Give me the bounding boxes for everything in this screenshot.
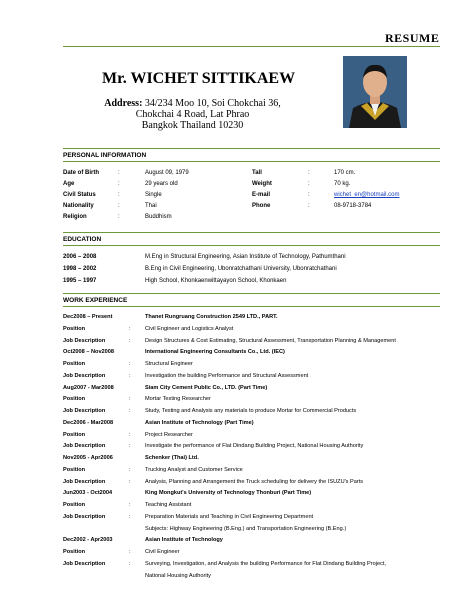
weight-label: Weight [252, 181, 272, 187]
work-row-label: Position [63, 549, 86, 555]
age-label: Age [63, 181, 75, 187]
religion-value: Buddhism [145, 214, 172, 220]
address-line-1: 34/234 Moo 10, Soi Chokchai 36, [144, 98, 281, 109]
work-top-rule [63, 293, 440, 294]
employer-name: Thanet Rungruang Construction 2549 LTD., PART. [145, 314, 278, 320]
work-row-value: Investigate the performance of Flat Dindang Building Project, National Housing Authority [145, 443, 364, 450]
portrait-image [343, 56, 407, 128]
work-row-label: Jun2003 - Oct2004 [63, 490, 113, 497]
nationality-label: Nationality [63, 203, 94, 209]
education-years: 2006 – 2008 [63, 254, 97, 260]
age-value: 29 years old [145, 181, 178, 187]
nationality-value: Thai [145, 203, 157, 209]
work-row-label: Dec2006 - Mar2008 [63, 419, 114, 426]
personal-bottom-rule [63, 161, 440, 162]
applicant-name: Mr. WICHET SITTIKAEW [102, 70, 296, 87]
work-row-label: Aug2007 - Mar2008 [63, 384, 114, 391]
work-bottom-rule [63, 306, 440, 307]
education-top-rule [63, 232, 440, 233]
dob-label: Date of Birth [63, 170, 99, 176]
work-row-label: Job Description [63, 408, 106, 414]
education-detail: High School, Khonkaenwittayayon School, Khonkaen [145, 278, 287, 284]
work-row-value: Project Researcher [145, 431, 193, 438]
address-label: Address: [104, 98, 143, 109]
header-rule [63, 46, 440, 47]
work-row-label: Oct2008 – Nov2008 [63, 349, 114, 356]
employer-name: Schenker (Thai) Ltd. [145, 455, 199, 461]
employer-name: Asian Institute of Technology [145, 537, 223, 544]
education-years: 1995 – 1997 [63, 278, 97, 284]
address-line-2: Chokchai 4 Road, Lat Phrao [135, 109, 250, 120]
work-row-value: Teaching Assistant [145, 502, 192, 508]
tall-label: Tall [252, 170, 262, 176]
email-link[interactable]: wichet_en@hotmail.com [334, 192, 400, 198]
work-row-value: Preparation Materials and Teaching in Civil Engineering Department [145, 513, 314, 520]
work-row-label: Dec2008 – Present [63, 314, 113, 320]
work-row-value: Analysis, Planning and Arrangement the Truck scheduling for delivery the ISUZU's Parts [145, 478, 364, 485]
work-section-title: WORK EXPERIENCE [63, 297, 128, 304]
personal-section-title: PERSONAL INFORMATION [63, 152, 147, 159]
employer-name: Siam City Cement Public Co., LTD. (Part Time) [145, 384, 268, 391]
work-row-label: Position [63, 466, 86, 473]
work-row-value: Civil Engineer [145, 549, 180, 555]
work-row-value: Trucking Analyst and Customer Service [145, 466, 243, 473]
profile-photo [343, 56, 407, 128]
employer-name: Asian Institute of Technology (Part Time) [145, 419, 254, 426]
phone-label: Phone [252, 203, 271, 209]
civil-status-label: Civil Status [63, 192, 96, 198]
education-years: 1998 – 2002 [63, 266, 97, 272]
religion-label: Religion [63, 214, 87, 220]
education-detail: M.Eng in Structural Engineering, Asian Institute of Technology, Pathumthani [145, 254, 346, 260]
address-line-3: Bangkok Thailand 10230 [141, 120, 244, 131]
work-row-label: Position [63, 325, 86, 332]
work-row-label: Job Description [63, 478, 106, 485]
resume-heading: RESUME [385, 31, 440, 45]
dob-value: August 09, 1979 [145, 170, 189, 176]
work-row-label: Position [63, 502, 86, 508]
work-row-label: Position [63, 361, 86, 367]
work-row-label: Job Description [63, 337, 106, 344]
tall-value: 170 cm. [334, 170, 356, 176]
work-row-label: Job Description [63, 560, 106, 567]
personal-top-rule [63, 148, 440, 149]
work-row-value: Civil Engineer and Logistics Analyst [145, 325, 234, 332]
work-row-value: National Housing Authority [145, 572, 211, 579]
employer-name: International Engineering Consultants Co., Ltd. (IEC) [145, 349, 285, 356]
work-row-label: Job Description [63, 372, 106, 379]
work-row-value: Surveying, Investigation, and Analysis the building Performance for Flat Dindang Building Project, [145, 560, 386, 567]
work-row-value: Subjects: Highway Engineering (B.Eng.) and Transportation Engineering (B.Eng.) [145, 525, 347, 532]
weight-value: 70 kg. [334, 181, 351, 187]
work-row-value: Design Structures & Cost Estimating, Structural Assessment, Transportation Planning & Management [145, 337, 396, 344]
education-detail: B.Eng in Civil Engineering, Ubonratchathani University, Ubonratchathani [145, 266, 337, 272]
work-row-value: Study, Testing and Analysis any materials to produce Mortar for Commercial Products [145, 408, 357, 414]
education-section-title: EDUCATION [63, 236, 102, 243]
work-row-value: Structural Engineer [145, 361, 193, 367]
civil-status-value: Single [145, 192, 162, 198]
email-label: E-mail [252, 192, 271, 198]
work-row-label: Job Description [63, 443, 106, 450]
work-row-value: Investigation the building Performance and Structural Assessment [145, 372, 309, 379]
work-row-label: Dec2002 - Apr2003 [63, 537, 113, 544]
work-row-label: Nov2005 - Apr2006 [63, 455, 113, 461]
work-row-value: Mortar Testing Researcher [145, 396, 211, 403]
phone-value: 08-9718-3784 [334, 203, 372, 209]
education-bottom-rule [63, 245, 440, 246]
employer-name: King Mongkut's University of Technology Thonburi (Part Time) [145, 490, 312, 497]
address-block [100, 98, 285, 131]
work-row-label: Job Description [63, 513, 106, 520]
work-row-label: Position [63, 431, 86, 438]
work-row-label: Position [63, 396, 86, 403]
